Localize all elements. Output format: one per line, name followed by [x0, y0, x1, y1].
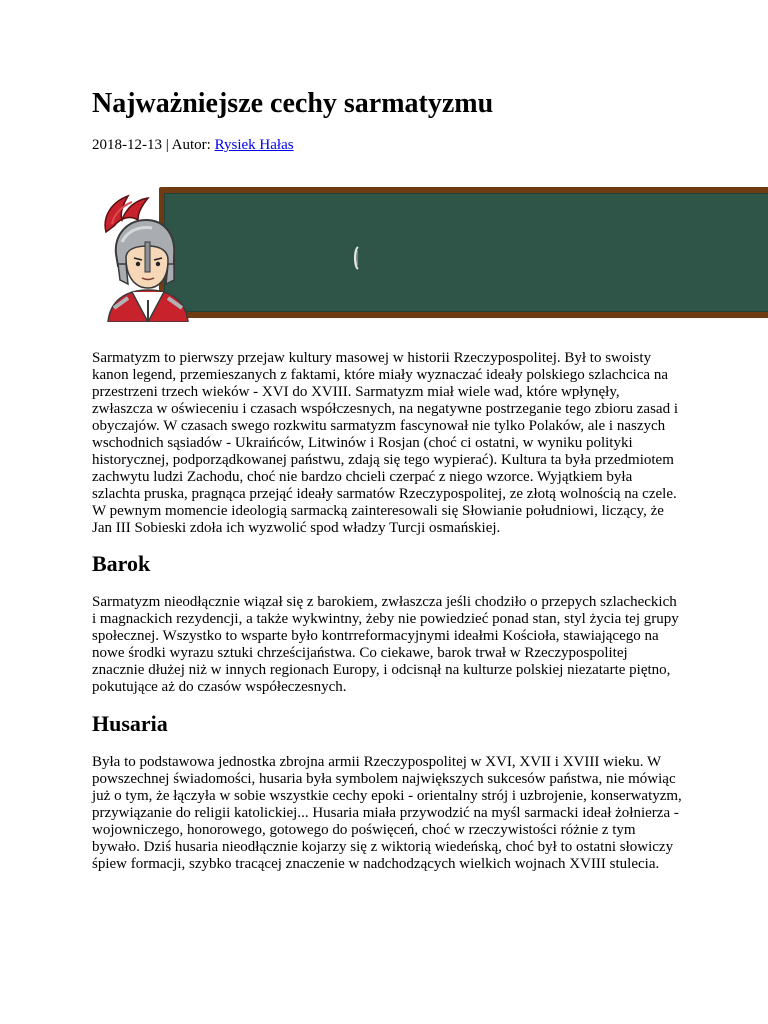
page-title: Najważniejsze cechy sarmatyzmu	[92, 88, 494, 119]
header-banner	[92, 180, 768, 322]
chalk-mark-icon	[353, 246, 359, 270]
publish-date: 2018-12-13	[92, 137, 162, 153]
chalkboard	[164, 193, 768, 312]
author-link[interactable]: Rysiek Hałas	[214, 137, 294, 153]
intro-paragraph: Sarmatyzm to pierwszy przejaw kultury masowej w historii Rzeczypospolitej. Był to swoisty kanon legend, przemieszanych z faktami, które miały wyznaczać ideały polskiego szlachcica na przestrzeni trzech wieków - XVI do XVIII. Sarmatyzm miał wiele wad, które wpłynęły, zwłaszcza w oświeceniu i czasach współczesnych, na negatywne postrzeganie tego zbioru zasad i obyczajów. W czasach swego rozkwitu sarmatyzm fascynował nie tylko Polaków, ale i naszych wschodnich sąsiadów - Ukraińców, Litwinów i Rosjan (choć ci ostatni, w wyniku polityki historycznej, podporządkowanej państwu, zdają się tego wypierać). Kultura ta była przedmiotem zachwytu ludzi Zachodu, choć nie bardzo chcieli czerpać z niego wzorce. Wyjątkiem była szlachta pruska, pragnąca przejąć ideały sarmatów Rzeczypospolitej, ze złotą wolnością na czele. W pewnym momencie ideologią sarmacką zainteresowali się Słowianie południowi, liczący, że Jan III Sobieski zdoła ich wyzwolić spod władzy Turcji osmańskiej.	[92, 350, 678, 536]
article-meta	[92, 136, 294, 154]
knight-helmet-icon	[92, 180, 202, 322]
section-heading-husaria: Husaria	[92, 711, 168, 736]
author-prefix: | Autor:	[162, 137, 215, 153]
section-text-barok: Sarmatyzm nieodłącznie wiązał się z barokiem, zwłaszcza jeśli chodziło o przepych szlacheckich i magnackich rezydencji, a także wykwintny, żeby nie powiedzieć ponad stan, styl życia tej grupy społecznej. Wszystko to wsparte było kontrreformacyjnymi ideałmi Kościoła, stawiającego na nowe środki wyrazu sztuki chrześcijaństwa. Co ciekawe, barok trwał w Rzeczypospolitej znacznie dłużej niż w innych regionach Europy, i odcisnął na kulturze polskiej niezatarte piętno, pokutujące aż do czasów współeczesnych.	[92, 594, 679, 695]
section-text-husaria: Była to podstawowa jednostka zbrojna armii Rzeczypospolitej w XVI, XVII i XVIII wieku. W powszechnej świadomości, husaria była symbolem największych sukcesów państwa, nie mówiąc już o tym, że łączyła w sobie wszystkie cechy epoki - orientalny strój i uzbrojenie, konserwatyzm, przywiązanie do religii katolickiej... Husaria miała przywodzić na myśl sarmacki ideał żołnierza - wojowniczego, honorowego, gotowego do poświęceń, choć w rzeczywistości różnie z tym bywało. Dziś husaria nieodłącznie kojarzy się z wiktorią wiedeńską, choć był to ostatni słowiczy śpiew formacji, szybko tracącej znaczenie w nadchodzących wielkich wojnach XVIII stulecia.	[92, 754, 682, 872]
section-heading-barok: Barok	[92, 551, 151, 576]
chalkboard-frame	[159, 187, 768, 318]
